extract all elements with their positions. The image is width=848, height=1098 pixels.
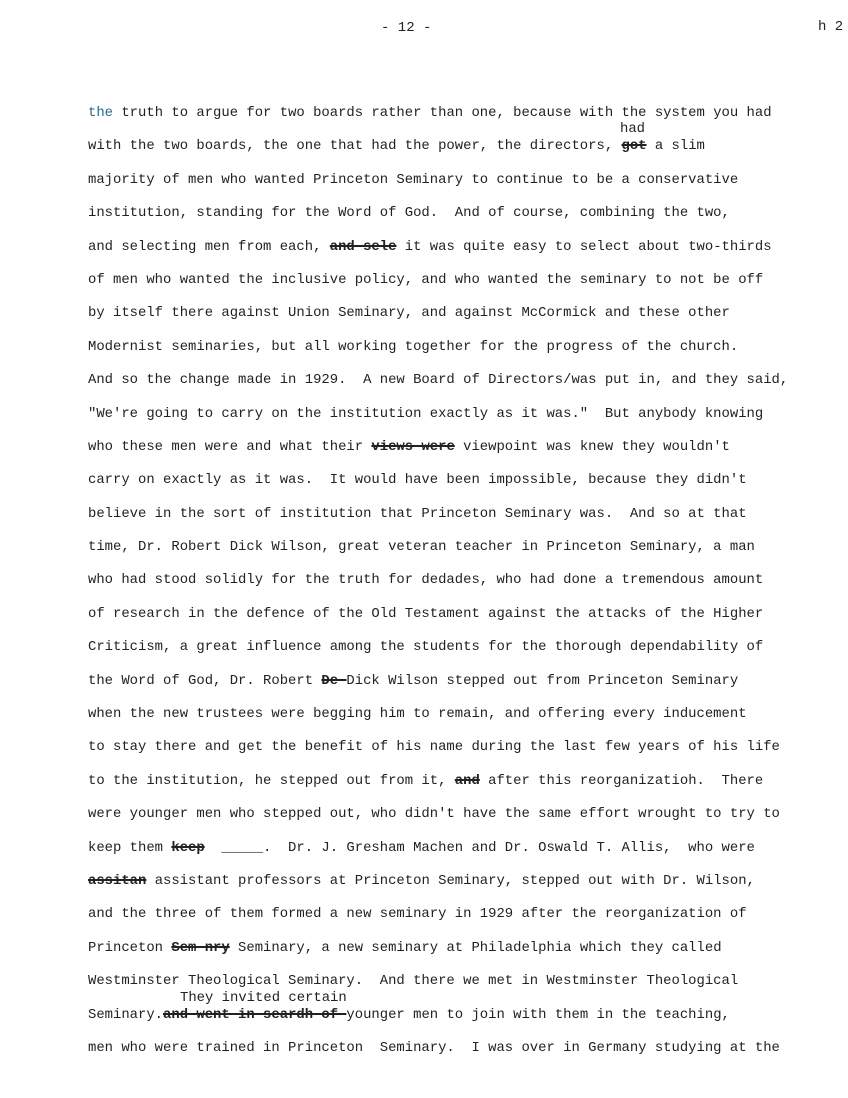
struck-text: and-went-in-seardh-of- (163, 1006, 347, 1023)
text-segment: a slim (646, 138, 705, 155)
text-line (88, 803, 848, 836)
text-segment: the (88, 105, 114, 121)
text-line (88, 336, 848, 369)
text-segment: believe in the sort of institution that Princeton Seminary was. And so at that (88, 505, 747, 522)
text-line (88, 469, 848, 502)
text-line (88, 536, 848, 569)
text-line (88, 903, 848, 936)
text-segment: time, Dr. Robert Dick Wilson, great veteran teacher in Princeton Seminary, a man (88, 539, 755, 556)
text-segment: truth to argue for two boards rather than one, because with the system you had (113, 105, 772, 121)
text-segment: Princeton (88, 939, 172, 956)
text-line (88, 870, 848, 903)
struck-text: and (454, 772, 480, 789)
text-segment: the Word of God, Dr. Robert (88, 672, 322, 689)
text-line (88, 989, 848, 1037)
text-segment: "We're going to carry on the institution exactly as it was." But anybody knowing (88, 405, 764, 422)
text-segment: of research in the defence of the Old Testament against the attacks of the Higher (88, 605, 764, 622)
text-segment: Seminary. (88, 1006, 164, 1023)
typed-text-body (88, 102, 848, 1070)
text-segment: and the three of them formed a new seminary in 1929 after the reorganization of (88, 906, 747, 923)
text-segment: keep them (88, 839, 172, 856)
text-segment: after this reorganizatioh. There (479, 772, 764, 789)
text-segment: assistant professors at Princeton Seminary, stepped out with Dr. Wilson, (146, 872, 755, 889)
text-segment: it was quite easy to select about two-thirds (396, 238, 772, 255)
text-segment: with the two boards, the one that had the power, the directors, (88, 138, 622, 155)
text-line (88, 603, 848, 636)
text-segment: and selecting men from each, (88, 238, 330, 255)
handwritten-insertion: had (620, 121, 646, 138)
text-line (88, 636, 848, 669)
text-segment: And so the change made in 1929. A new Board of Directors/was put in, and they said, (88, 372, 789, 389)
page-number: - 12 - (381, 20, 432, 36)
text-line (88, 503, 848, 536)
text-line (88, 369, 848, 402)
text-line (88, 121, 848, 168)
text-line (88, 569, 848, 602)
text-line (88, 169, 848, 202)
text-segment: were younger men who stepped out, who didn't have the same effort wrought to try to (88, 806, 780, 823)
text-line (88, 236, 848, 269)
text-segment: Westminster Theological Seminary. And there we met in Westminster Theological (88, 973, 739, 990)
struck-text: Sem-nry (171, 939, 230, 956)
text-line (88, 202, 848, 235)
text-segment: carry on exactly as it was. It would have been impossible, because they didn't (88, 472, 747, 489)
struck-text: and-sele (329, 238, 397, 255)
struck-text: got (621, 138, 647, 155)
text-line (88, 302, 848, 335)
text-line (88, 837, 848, 870)
text-line (88, 436, 848, 469)
text-line (88, 1037, 848, 1070)
struck-text: assitan (88, 872, 147, 889)
typed-insertion: They invited certain (180, 989, 347, 1006)
struck-text: keep (171, 839, 205, 856)
text-line (88, 403, 848, 436)
text-segment: _____. Dr. J. Gresham Machen and Dr. Oswald T. Allis, who were (204, 839, 755, 856)
text-segment: Criticism, a great influence among the students for the thorough dependability of (88, 639, 764, 656)
text-segment: who had stood solidly for the truth for dedades, who had done a tremendous amount (88, 572, 764, 589)
text-segment: Modernist seminaries, but all working together for the progress of the church. (88, 338, 739, 355)
corner-mark: h 2 (818, 19, 844, 35)
text-segment: men who were trained in Princeton Seminary. I was over in Germany studying at the (88, 1039, 780, 1056)
text-segment: who these men were and what their (88, 438, 372, 455)
text-segment: majority of men who wanted Princeton Seminary to continue to be a conservative (88, 171, 739, 188)
text-line (88, 770, 848, 803)
text-line (88, 937, 848, 970)
text-line (88, 670, 848, 703)
text-segment: institution, standing for the Word of God. And of course, combining the two, (88, 205, 730, 222)
text-segment: viewpoint was knew they wouldn't (454, 438, 730, 455)
struck-text: views-were (371, 438, 455, 455)
text-segment: younger men to join with them in the teaching, (346, 1006, 730, 1023)
text-segment: to the institution, he stepped out from it, (88, 772, 455, 789)
struck-text: De- (321, 672, 347, 689)
text-segment: by itself there against Union Seminary, and against McCormick and these other (88, 305, 730, 322)
text-line (88, 736, 848, 769)
text-segment: Seminary, a new seminary at Philadelphia which they called (229, 939, 722, 956)
text-line (88, 102, 848, 135)
text-line (88, 703, 848, 736)
text-segment: Dick Wilson stepped out from Princeton Seminary (346, 672, 739, 689)
text-line (88, 269, 848, 302)
text-segment: of men who wanted the inclusive policy, and who wanted the seminary to not be off (88, 271, 764, 288)
text-segment: to stay there and get the benefit of his name during the last few years of his life (88, 739, 780, 756)
text-segment: when the new trustees were begging him to remain, and offering every inducement (88, 706, 747, 723)
